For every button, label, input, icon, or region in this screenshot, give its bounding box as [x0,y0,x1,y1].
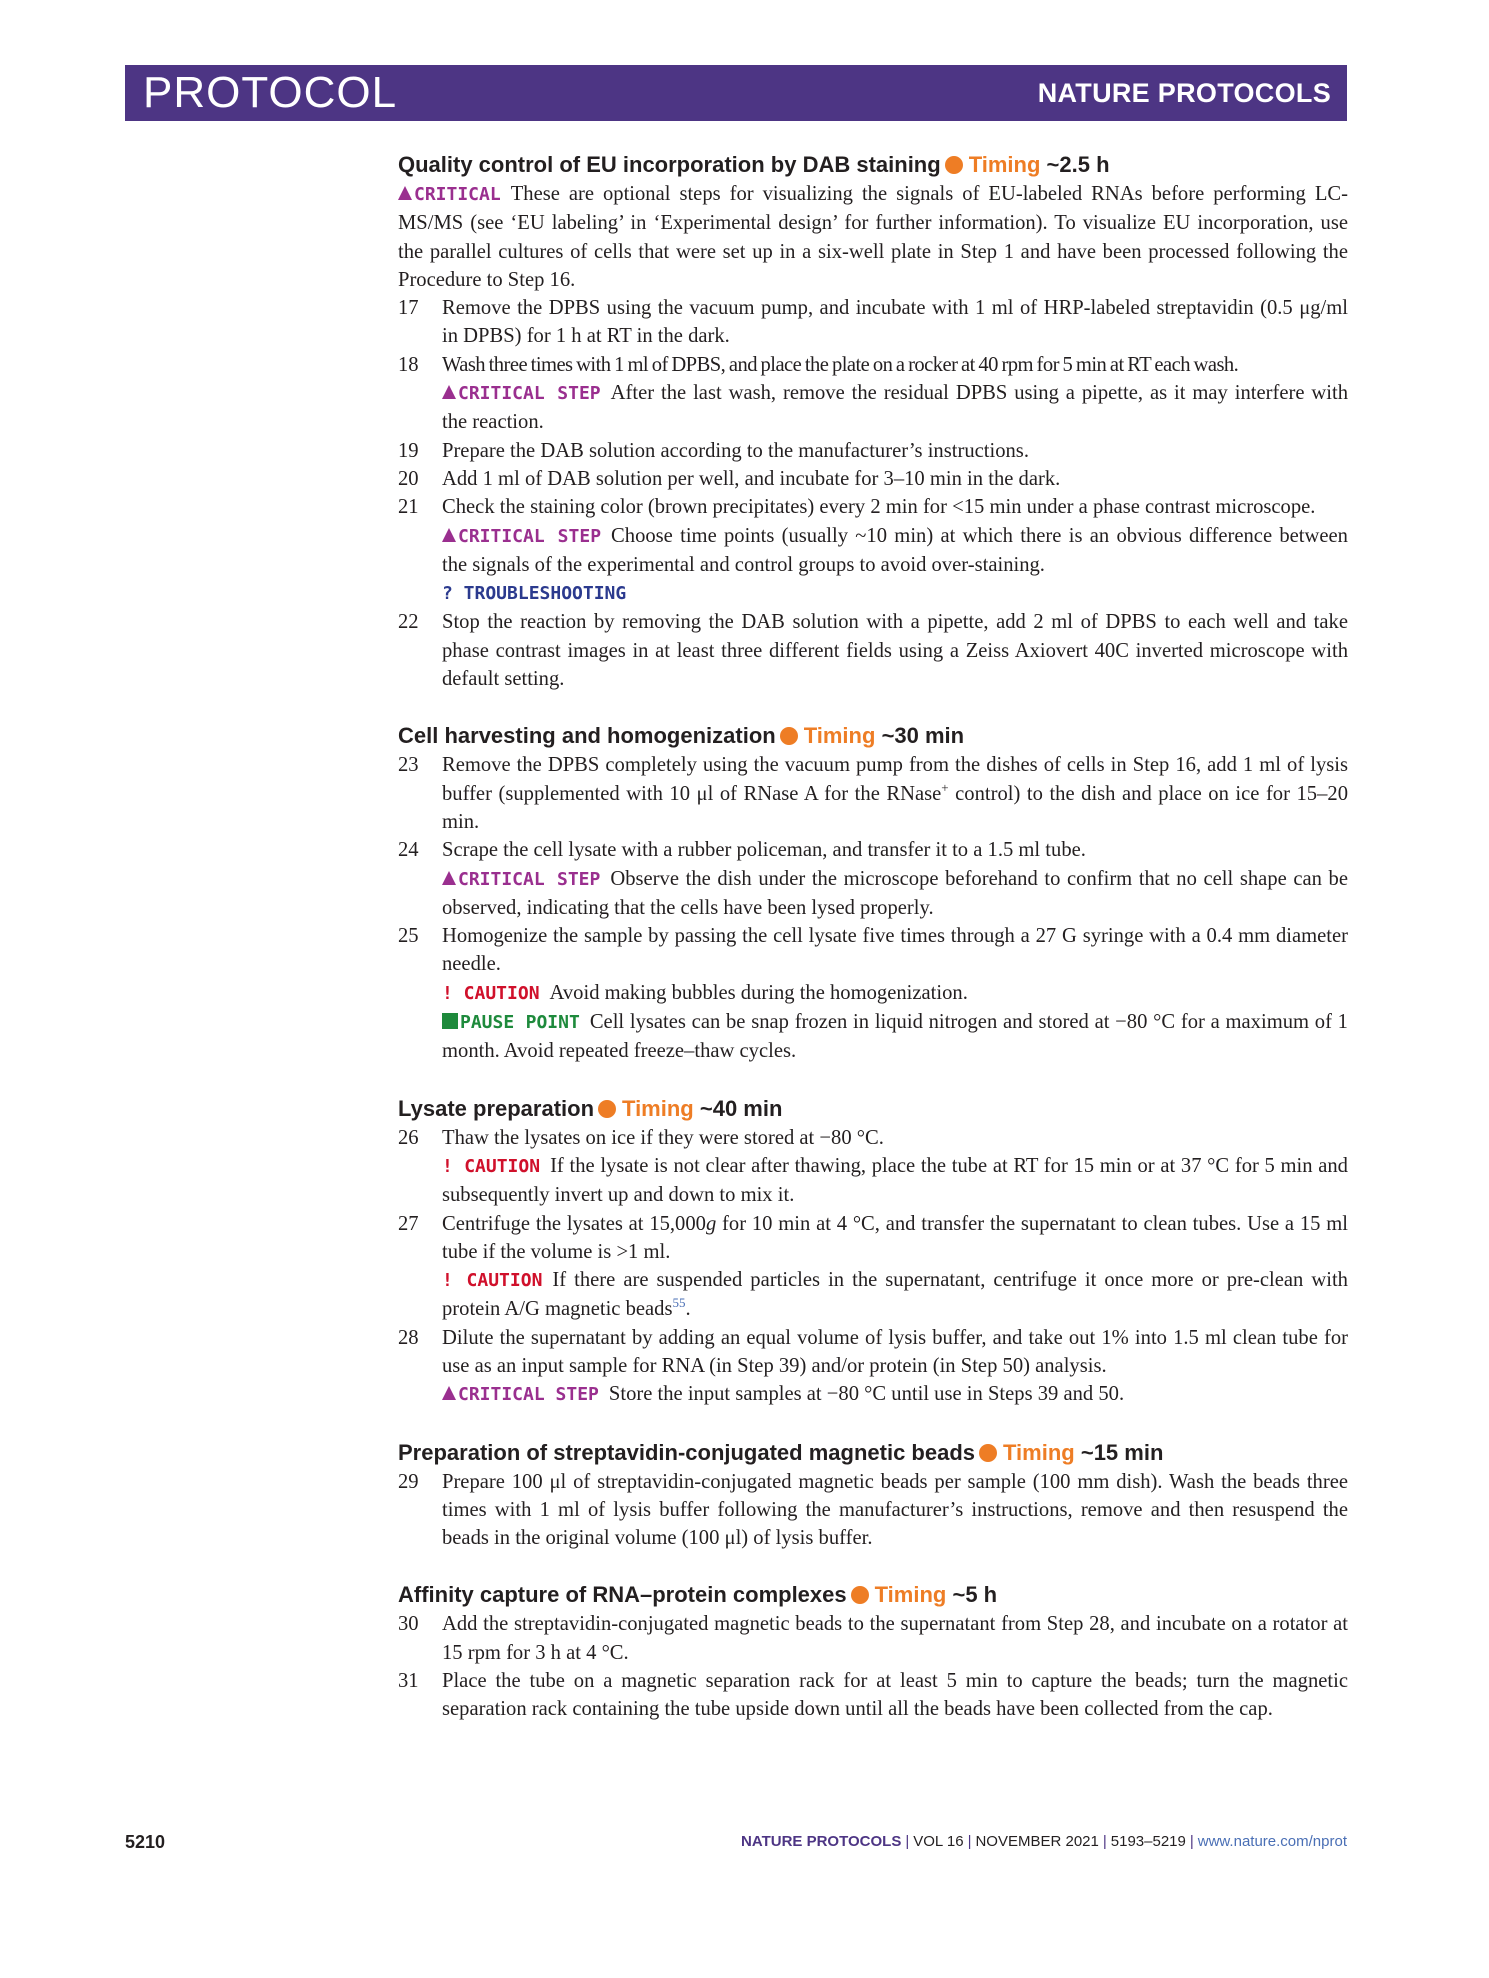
footer-citation: NATURE PROTOCOLS | VOL 16 | NOVEMBER 2021 | 5193–5219 | www.nature.com/nprot [741,1833,1347,1850]
step-number: 22 [398,611,419,634]
step-text: Homogenize the sample by passing the cell lysate five times through a 27 G syringe with a 0.4 mm diameter needle. [442,925,1348,976]
step-25 [398,922,1348,1065]
step-text: Wash three times with 1 ml of DPBS, and place the plate on a rocker at 40 rpm for 5 min at RT each wash. [442,353,1239,376]
section-heading [398,1581,1348,1609]
step-text: Scrape the cell lysate with a rubber policeman, and transfer it to a 1.5 ml tube. [442,839,1086,862]
critical-note [398,180,1348,294]
timing-dot-icon [780,727,798,745]
step-number: 30 [398,1613,419,1636]
step-31 [398,1667,1348,1724]
footer-journal: NATURE PROTOCOLS [741,1833,902,1850]
step-26 [398,1124,1348,1210]
step-text: Remove the DPBS using the vacuum pump, and incubate with 1 ml of HRP-labeled streptavidin (0.5 μg/ml in DPBS) for 1 h at RT in the dark. [442,297,1348,348]
timing-label: Timing [874,1582,947,1608]
section-heading [398,151,1348,179]
caution-note: ! CAUTION If there are suspended particles in the supernatant, centrifuge it once more or pre-clean with protein A/G magnetic beads$^{55}$. [442,1269,1348,1321]
critical-triangle-icon [398,186,412,200]
section-cell-harvesting [398,722,1348,1065]
timing-value: ~2.5 h [1046,152,1110,177]
timing-value: ~15 min [1080,1439,1164,1465]
step-number: 21 [398,496,419,519]
header-journal-label: NATURE PROTOCOLS [1037,77,1331,108]
footer-volume: VOL 16 [913,1833,964,1850]
critical-text: These are optional steps for visualizing the signals of EU-labeled RNAs before performing LC-MS/MS (see ‘EU labeling’ in ‘Experimental design’ for further information). To visualize EU incorporation, use the parallel cultures of cells that were set up in a six-well plate in Step 1 and have been processed following the Procedure to Step 16. [398,183,1348,291]
step-text: Dilute the supernatant by adding an equal volume of lysis buffer, and take out 1% into 1.5 ml clean tube for use as an input sample for RNA (in Step 39) and/or protein (in Step 50) analysis. [442,1326,1348,1377]
section-heading [398,722,1348,750]
section-heading [398,1095,1348,1123]
timing-dot-icon [598,1100,616,1118]
step-number: 18 [398,353,419,376]
step-number: 23 [398,754,419,777]
caution-tag: ! CAUTION [442,982,540,1004]
step-24 [398,836,1348,922]
timing-value: ~30 min [881,723,965,749]
timing-value: ~5 h [952,1582,998,1608]
step-21 [398,493,1348,608]
step-number: 17 [398,297,419,320]
pause-point-note: PAUSE POINT Cell lysates can be snap frozen in liquid nitrogen and stored at −80 °C for a maximum of 1 month. Avoid repeated freeze–thaw cycles. [442,1011,1348,1063]
header-bar [125,65,1347,121]
page-number: 5210 [125,1832,166,1852]
step-18 [398,351,1348,437]
pause-point-tag: PAUSE POINT [442,1012,580,1033]
step-text: Check the staining color (brown precipitates) every 2 min for <15 min under a phase contrast microscope. [442,496,1316,519]
timing-dot-icon [979,1444,997,1462]
critical-tag: CRITICAL [398,184,501,205]
timing-dot-icon [945,156,963,174]
step-number: 31 [398,1670,419,1693]
step-number: 24 [398,839,419,862]
caution-note: ! CAUTION Avoid making bubbles during the homogenization. [442,981,968,1004]
step-number: 29 [398,1470,419,1493]
timing-dot-icon [851,1586,869,1604]
section-title: Quality control of EU incorporation by DAB staining [398,152,941,177]
timing-label: Timing [1003,1439,1075,1465]
step-27 [398,1210,1348,1324]
critical-step-note: CRITICAL STEP Observe the dish under the microscope beforehand to confirm that no cell shape can be observed, indicating that the cells have been lysed properly. [442,867,1348,919]
critical-step-tag: CRITICAL STEP [442,869,600,890]
critical-triangle-icon [442,528,456,542]
pause-square-icon [442,1013,458,1029]
critical-step-tag: CRITICAL STEP [442,383,601,404]
section-lysate-preparation [398,1095,1348,1410]
caution-note: ! CAUTION If the lysate is not clear after thawing, place the tube at RT for 15 min or at 37 °C for 5 min and subsequently invert up and down to mix it. [442,1154,1348,1207]
main-content [398,151,1348,1753]
section-heading [398,1439,1348,1467]
critical-step-tag: CRITICAL STEP [442,526,601,547]
critical-step-note: CRITICAL STEP Store the input samples at −80 °C until use in Steps 39 and 50. [442,1380,1348,1409]
critical-triangle-icon [442,1386,456,1400]
step-19 [398,437,1348,465]
section-bead-preparation [398,1439,1348,1553]
step-number: 27 [398,1212,419,1235]
step-number: 20 [398,467,419,490]
step-22 [398,608,1348,693]
section-affinity-capture [398,1581,1348,1723]
step-number: 25 [398,925,419,948]
footer-date: NOVEMBER 2021 [975,1833,1099,1850]
timing-value: ~40 min [699,1095,783,1121]
critical-step-tag: CRITICAL STEP [442,1384,599,1405]
step-30 [398,1610,1348,1667]
reference-link[interactable]: 55 [672,1295,686,1311]
step-text: Thaw the lysates on ice if they were stored at −80 °C. [442,1126,884,1149]
footer-url-link[interactable]: www.nature.com/nprot [1197,1833,1347,1850]
step-20 [398,465,1348,493]
step-text: Remove the DPBS completely using the vacuum pump from the dishes of cells in Step 16, add 1 ml of lysis buffer (supplemented with 10 μl of RNase A for the RNase+ control) to the dish and place on ice for 15–20 min. [442,754,1348,833]
section-dab-staining [398,151,1348,693]
step-23 [398,751,1348,836]
step-text: Place the tube on a magnetic separation rack for at least 5 min to capture the beads; turn the magnetic separation rack containing the tube upside down until all the beads have been collected from the cap. [442,1670,1348,1721]
section-title: Affinity capture of RNA–protein complexes [398,1582,847,1608]
critical-triangle-icon [442,871,456,885]
timing-label: Timing [622,1095,694,1121]
step-29 [398,1468,1348,1553]
step-text: Prepare the DAB solution according to the manufacturer’s instructions. [442,439,1029,462]
step-number: 19 [398,439,419,462]
step-number: 28 [398,1326,419,1349]
step-text: Stop the reaction by removing the DAB solution with a pipette, add 2 ml of DPBS to each well and take phase contrast images in at least three different fields using a Zeiss Axiovert 40C inverted microscope with default setting. [442,611,1348,691]
step-text: Add the streptavidin-conjugated magnetic beads to the supernatant from Step 28, and incubate on a rotator at 15 rpm for 3 h at 4 °C. [442,1613,1348,1664]
troubleshooting-link[interactable]: ? TROUBLESHOOTING [442,583,627,605]
timing-label: Timing [803,723,876,749]
caution-tag: ! CAUTION [442,1155,541,1177]
header-protocol-label: PROTOCOL [143,68,398,117]
step-28 [398,1324,1348,1410]
step-text: Add 1 ml of DAB solution per well, and incubate for 3–10 min in the dark. [442,467,1061,490]
section-title: Cell harvesting and homogenization [398,723,776,749]
section-title: Lysate preparation [398,1095,595,1121]
critical-step-note: CRITICAL STEP After the last wash, remove the residual DPBS using a pipette, as it may interfere with the reaction. [442,382,1348,434]
step-text: Prepare 100 μl of streptavidin-conjugated magnetic beads per sample (100 mm dish). Wash the beads three times with 1 ml of lysis buffer following the manufacturer’s instructions, remove and then resuspend the beads in the original volume (100 μl) of lysis buffer. [442,1470,1348,1550]
timing-label: Timing [968,152,1041,177]
footer-pages: 5193–5219 [1110,1833,1186,1850]
step-number: 26 [398,1126,419,1149]
critical-step-note: CRITICAL STEP Choose time points (usually ~10 min) at which there is an obvious difference between the signals of the experimental and control groups to avoid over-staining. [442,524,1348,576]
section-title: Preparation of streptavidin-conjugated magnetic beads [398,1439,975,1465]
step-text: Centrifuge the lysates at 15,000g for 10 min at 4 °C, and transfer the supernatant to clean tubes. Use a 15 ml tube if the volume is >1 ml. [442,1212,1348,1263]
critical-triangle-icon [442,385,456,399]
step-17 [398,294,1348,351]
caution-tag: ! CAUTION [442,1270,543,1292]
